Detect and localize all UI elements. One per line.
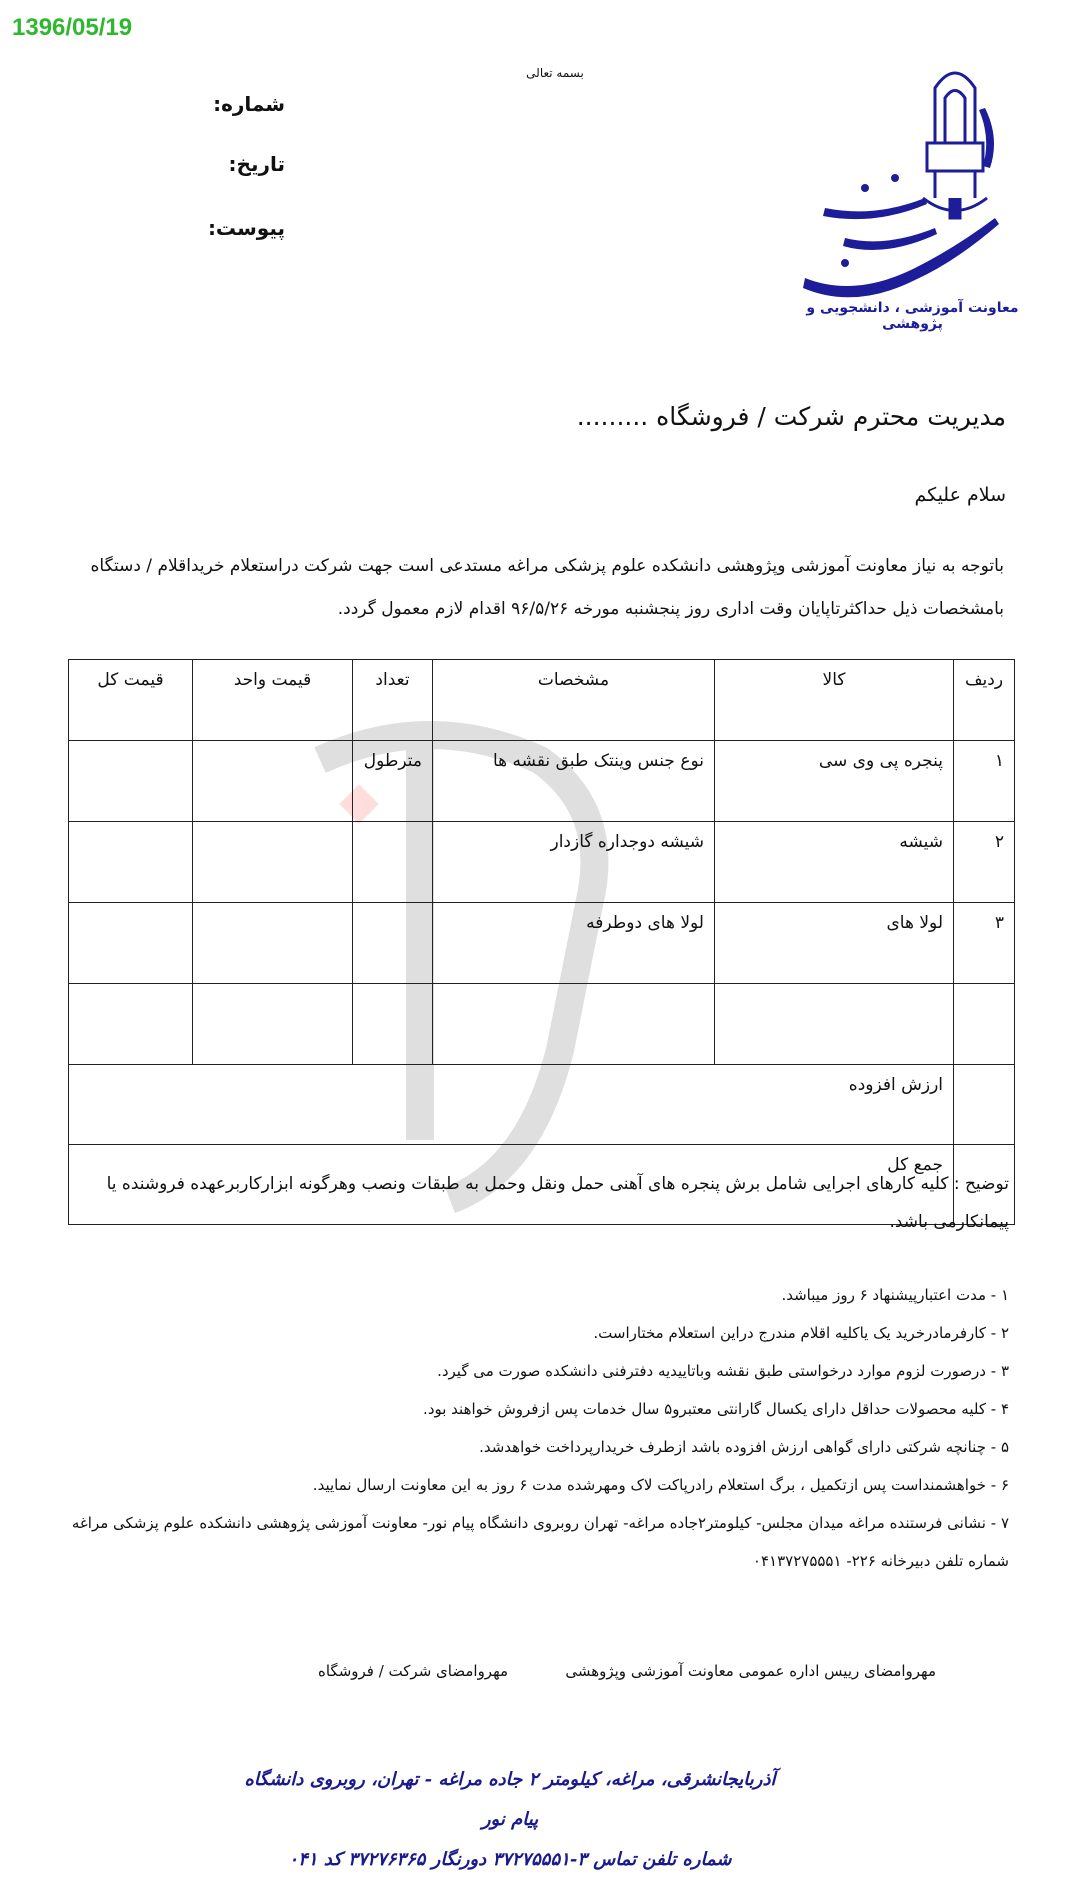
header-quantity: تعداد (353, 660, 433, 741)
basmala: بسمه تعالی (526, 66, 584, 80)
cell: پنجره پی وی سی (715, 741, 954, 822)
table-row (69, 984, 1015, 1065)
cell: ۱ (954, 741, 1015, 822)
cell (69, 984, 193, 1065)
date-label: تاریخ: (228, 152, 285, 176)
footer-address: آذربایجانشرقی، مراغه، کیلومتر ۲ جاده مراغه - تهران، روبروی دانشگاه پیام نور (244, 1769, 776, 1830)
cell (715, 984, 954, 1065)
cell (353, 903, 433, 984)
greeting: سلام علیکم (914, 484, 1006, 506)
cell (69, 822, 193, 903)
table-row (69, 741, 1015, 822)
cell (69, 741, 193, 822)
cell: ۳ (954, 903, 1015, 984)
note: توضیح : کلیه کارهای اجرایی شامل برش پنجره های آهنی حمل ونقل وحمل به طبقات ونصب وهرگونه ابزارکاربرعهده فروشنده یا پیمانکارمی باشد. (106, 1174, 1009, 1232)
condition-item: ۱ - مدت اعتبارپیشنهاد ۶ روز میباشد. (781, 1286, 1009, 1304)
footer (230, 1760, 790, 1880)
cell: نوع جنس وینتک طبق نقشه ها (433, 741, 715, 822)
logo-caption: معاونت آموزشی ، دانشجویی و پژوهشی (806, 300, 1019, 332)
vat-label: ارزش افزوده (69, 1065, 954, 1145)
cell (193, 741, 353, 822)
cell (353, 822, 433, 903)
cell (353, 984, 433, 1065)
signature-deputy: مهروامضای رییس اداره عمومی معاونت آموزشی وپژوهشی (565, 1662, 936, 1680)
cell (69, 903, 193, 984)
condition-item: ۶ - خواهشمنداست پس ازتکمیل ، برگ استعلام رادرپاکت لاک ومهرشده مدت ۶ روز به این معاونت ارسال نمایید. (312, 1476, 1009, 1494)
cell (433, 984, 715, 1065)
cell: شیشه دوجداره گازدار (433, 822, 715, 903)
header-total-price: قیمت کل (69, 660, 193, 741)
recipient: مدیریت محترم شرکت / فروشگاه ......... (576, 402, 1006, 431)
header-row-number: ردیف (954, 660, 1015, 741)
cell: ۲ (954, 822, 1015, 903)
number-label: شماره: (213, 92, 285, 116)
cell: شیشه (715, 822, 954, 903)
cell: مترطول (353, 741, 433, 822)
cell: لولا های (715, 903, 954, 984)
conditions-list (70, 1276, 1009, 1580)
signature-company: مهروامضای شرکت / فروشگاه (318, 1662, 509, 1680)
vat-row (69, 1065, 1015, 1145)
date-stamp: 1396/05/19 (12, 14, 133, 41)
body-text: باتوجه به نیاز معاونت آموزشی وپژوهشی دانشکده علوم پزشکی مراغه مستدعی است جهت شرکت دراستعلام خریداقلام / دستگاه بامشخصات ذیل حداکثرتاپایان وقت اداری روز پنجشنبه مورخه ۹۶/۵/۲۶ اقدام لازم معمول گردد. (90, 556, 1004, 619)
table-header-row (69, 660, 1015, 741)
table-row (69, 822, 1015, 903)
cell (954, 1065, 1015, 1145)
condition-item: ۴ - کلیه محصولات حداقل دارای یکسال گارانتی معتبرو۵ سال خدمات پس ازفروش خواهند بود. (423, 1400, 1009, 1418)
cell: لولا های دوطرفه (433, 903, 715, 984)
cell (193, 984, 353, 1065)
header-item: کالا (715, 660, 954, 741)
attachment-label: پیوست: (207, 216, 285, 240)
condition-item: ۵ - چنانچه شرکتی دارای گواهی ارزش افزوده باشد ازطرف خریدارپرداخت خواهدشد. (479, 1438, 1009, 1456)
cell (954, 984, 1015, 1065)
total-label: جمع کل (69, 1145, 954, 1225)
header-unit-price: قیمت واحد (193, 660, 353, 741)
condition-item: ۲ - کارفرمادرخرید یک یاکلیه اقلام مندرج دراین استعلام مختاراست. (593, 1324, 1009, 1342)
table-row (69, 903, 1015, 984)
header-specs: مشخصات (433, 660, 715, 741)
cell (193, 903, 353, 984)
cell (193, 822, 353, 903)
items-table (68, 659, 1015, 1225)
footer-phones: شماره تلفن تماس ۳-۳۷۲۷۵۵۵۱ دورنگار ۳۷۲۷۶۳۶۵ کد ۰۴۱ (288, 1849, 732, 1870)
condition-item: ۷ - نشانی فرستنده مراغه میدان مجلس- کیلومتر۲جاده مراغه- تهران روبروی دانشگاه پیام نور- معاونت آموزشی پژوهشی دانشکده علوم پزشکی مراغه شماره تلفن دبیرخانه ۲۲۶- ۰۴۱۳۷۲۷۵۵۵۱ (71, 1514, 1009, 1570)
condition-item: ۳ - درصورت لزوم موارد درخواستی طبق نقشه وباتاییدیه دفترفنی دانشکده صورت می گیرد. (437, 1362, 1009, 1380)
